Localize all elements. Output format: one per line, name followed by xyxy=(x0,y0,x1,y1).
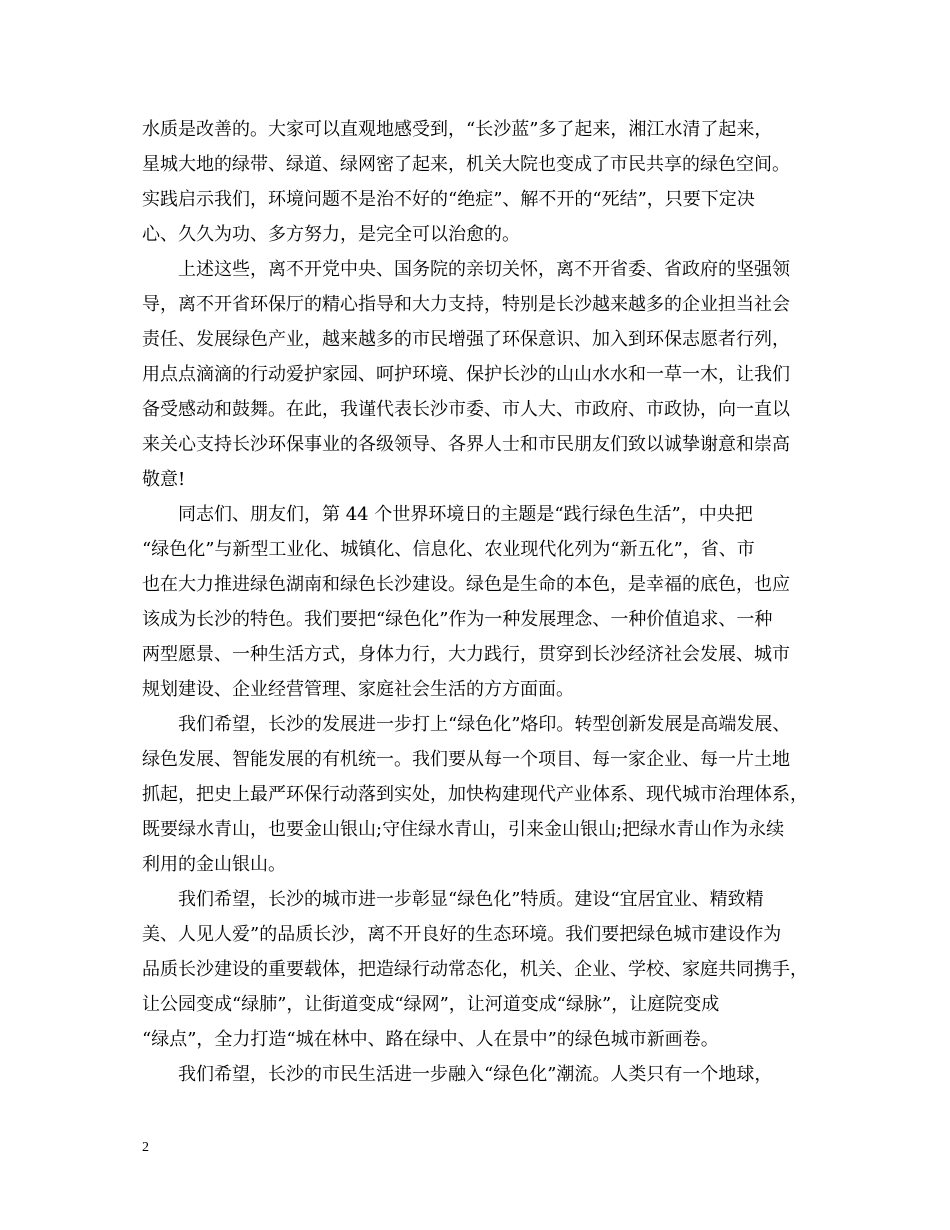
text-line: 我们希望，长沙的城市进一步彰显“绿色化”特质。建设“宜居宜业、精致精 xyxy=(142,889,764,910)
text-line: 两型愿景、一种生活方式，身体力行，大力践行，贯穿到长沙经济社会发展、城市 xyxy=(142,644,790,665)
text-line: 来关心支持长沙环保事业的各级领导、各界人士和市民朋友们致以诚挚谢意和崇高 xyxy=(142,434,790,455)
text-line: 抓起，把史上最严环保行动落到实处，加快构建现代产业体系、现代城市治理体系， xyxy=(142,784,808,805)
text-line: 导，离不开省环保厅的精心指导和大力支持，特别是长沙越来越多的企业担当社会 xyxy=(142,294,790,315)
text-line: 实践启示我们，环境问题不是治不好的“绝症”、解不开的“死结”，只要下定决 xyxy=(142,189,755,210)
text-line: 该成为长沙的特色。我们要把“绿色化”作为一种发展理念、一种价值追求、一种 xyxy=(142,609,773,630)
text-line: 备受感动和鼓舞。在此，我谨代表长沙市委、市人大、市政府、市政协，向一直以 xyxy=(142,399,790,420)
text-line: 上述这些，离不开党中央、国务院的亲切关怀，离不开省委、省政府的坚强领 xyxy=(142,259,790,280)
text-line: 也在大力推进绿色湖南和绿色长沙建设。绿色是生命的本色，是幸福的底色，也应 xyxy=(142,574,790,595)
text-line: 利用的金山银山。 xyxy=(142,854,286,875)
text-line: 星城大地的绿带、绿道、绿网密了起来，机关大院也变成了市民共享的绿色空间。 xyxy=(142,154,790,175)
text-line: 水质是改善的。大家可以直观地感受到，“长沙蓝”多了起来，湘江水清了起来， xyxy=(142,119,773,140)
text-line: 我们希望，长沙的发展进一步打上“绿色化”烙印。转型创新发展是高端发展、 xyxy=(142,714,791,735)
text-line: 既要绿水青山，也要金山银山;守住绿水青山，引来金山银山;把绿水青山作为永续 xyxy=(142,819,785,840)
text-line: 敬意! xyxy=(142,469,186,490)
text-line: 让公园变成“绿肺”，让街道变成“绿网”，让河道变成“绿脉”，让庭院变成 xyxy=(142,994,720,1015)
text-line: “绿色化”与新型工业化、城镇化、信息化、农业现代化列为“新五化”，省、市 xyxy=(142,539,755,560)
text-line: 规划建设、企业经营管理、家庭社会生活的方方面面。 xyxy=(142,679,574,700)
text-line: 用点点滴滴的行动爱护家园、呵护环境、保护长沙的山山水水和一草一木，让我们 xyxy=(142,364,790,385)
text-line: 心、久久为功、多方努力，是完全可以治愈的。 xyxy=(142,224,520,245)
text-line: “绿点”，全力打造“城在林中、路在绿中、人在景中”的绿色城市新画卷。 xyxy=(142,1029,719,1050)
text-line: 同志们、朋友们，第 44 个世界环境日的主题是“践行绿色生活”，中央把 xyxy=(142,504,753,525)
text-line: 责任、发展绿色产业，越来越多的市民增强了环保意识、加入到环保志愿者行列， xyxy=(142,329,790,350)
page-number: 2 xyxy=(142,1140,149,1155)
text-line: 品质长沙建设的重要载体，把造绿行动常态化，机关、企业、学校、家庭共同携手， xyxy=(142,959,808,980)
text-line: 美、人见人爱”的品质长沙，离不开良好的生态环境。我们要把绿色城市建设作为 xyxy=(142,924,782,945)
text-line: 我们希望，长沙的市民生活进一步融入“绿色化”潮流。人类只有一个地球， xyxy=(142,1064,773,1085)
text-line: 绿色发展、智能发展的有机统一。我们要从每一个项目、每一家企业、每一片土地 xyxy=(142,749,790,770)
